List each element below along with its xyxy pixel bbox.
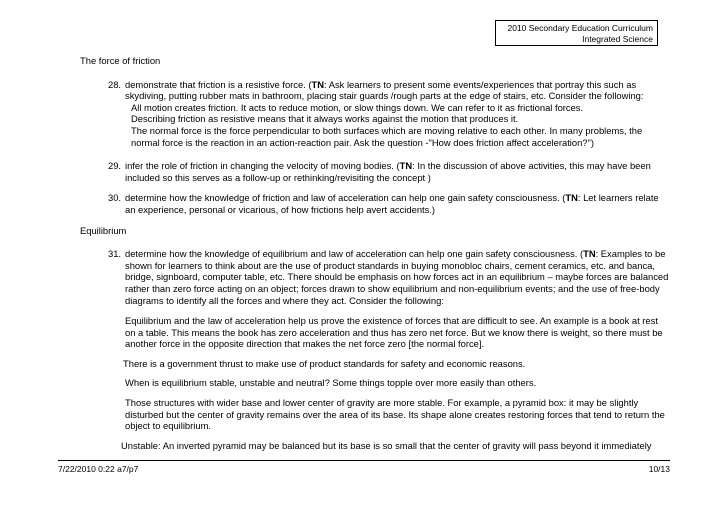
tn-label: TN [583, 248, 596, 260]
item-number: 28. [108, 78, 122, 90]
paragraph-unstable: Unstable: An inverted pyramid may be balanced but its base is so small that the center of gravity will pass beyond it immediately [121, 439, 652, 451]
footer-date: 7/22/2010 0:22 a7/p7 [58, 464, 139, 474]
item-text-a: determine how the knowledge of equilibrium and law of acceleration can help one gain safety consciousness. ( [125, 248, 584, 260]
document-body [80, 55, 670, 459]
item-text-b: : In the discussion of above activities, this may have been included so this serves as a follow-up or rethinking/revisiting the concept ) [125, 160, 651, 183]
item-number: 29. [108, 160, 122, 172]
section-title-friction: The force of friction [80, 55, 161, 66]
item-text-a: determine how the knowledge of friction and law of acceleration can help one gain safety consciousness. ( [125, 192, 566, 204]
item-subline-2: Describing friction as resistive means that it always works against the motion that produces it. [131, 113, 519, 125]
item-text [125, 79, 670, 102]
competency-item-29 [80, 160, 670, 183]
item-text [125, 192, 670, 215]
item-text-a: demonstrate that friction is a resistive force. ( [125, 78, 312, 90]
header-line-1: 2010 Secondary Education Curriculum [507, 23, 653, 33]
competency-item-30 [80, 192, 670, 215]
item-text-b: : Examples to be shown for learners to think about are the use of product standards in buying monobloc chairs, cement ceramics, etc. and banca, bridge, signboard, computer table, etc. There should be emphasis on how forces act in an equilibrium – maybe forces are balanced rather than zero force acting on an object; forces drawn to show equilibrium and non-equilibrium events; and the use of free-body diagrams to identify all the forces and where they act. Consider the following: [125, 248, 669, 306]
paragraph-book-example: Equilibrium and the law of acceleration help us prove the existence of forces that are difficult to see. An example is a book at rest on a table. This means the book has zero acceleration and thus has zero net force. But we know there is weight, so there must be another force in the opposite direction that makes the net force zero [the normal force]. [125, 315, 663, 350]
item-number: 31. [108, 248, 122, 260]
item-text-b: : Let learners relate an experience, personal or vicarious, of how frictions help avert accidents.) [125, 192, 659, 215]
competency-item-28 [80, 79, 670, 149]
paragraph-stable-structures: Those structures with wider base and lower center of gravity are more stable. For example, a pyramid box: it may be slightly disturbed but the center of gravity remains over the area of its base. Its shape alone creates restoring forces that tend to return the object to equilibrium. [125, 397, 665, 432]
item-subline-3: The normal force is the force perpendicular to both surfaces which are moving relative to each other. In many problems, the normal force is the reaction in an action-reaction pair. Ask the question -"How does friction affect acceleration?") [131, 124, 643, 148]
section-title-equilibrium: Equilibrium [80, 224, 127, 236]
tn-label: TN [311, 78, 325, 90]
curriculum-header [495, 20, 658, 46]
paragraph-government-thrust: There is a government thrust to make use of product standards for safety and economic reasons. [123, 357, 526, 369]
item-text [125, 248, 670, 306]
item-text-b: : Ask learners to present some events/experiences that portray this such as skydiving, putting rubber mats in bathroom, placing stair guards /rough parts at the edge of stairs, etc. Consider the following: [125, 78, 644, 102]
paragraph-stability-question: When is equilibrium stable, unstable and neutral? Some things topple over more easily than others. [125, 377, 537, 389]
item-text-a: infer the role of friction in changing the velocity of moving bodies. ( [125, 160, 400, 172]
item-number: 30. [108, 192, 122, 204]
page-footer [58, 460, 670, 474]
page-number: 10/13 [648, 464, 670, 474]
tn-label: TN [399, 160, 413, 172]
item-subline-1: All motion creates friction. It acts to reduce motion, or slow things down. We can refer to it as frictional forces. [131, 101, 584, 113]
item-text [125, 160, 670, 183]
header-line-2: Integrated Science [582, 34, 653, 44]
tn-label: TN [565, 192, 578, 204]
competency-item-31 [80, 248, 670, 306]
